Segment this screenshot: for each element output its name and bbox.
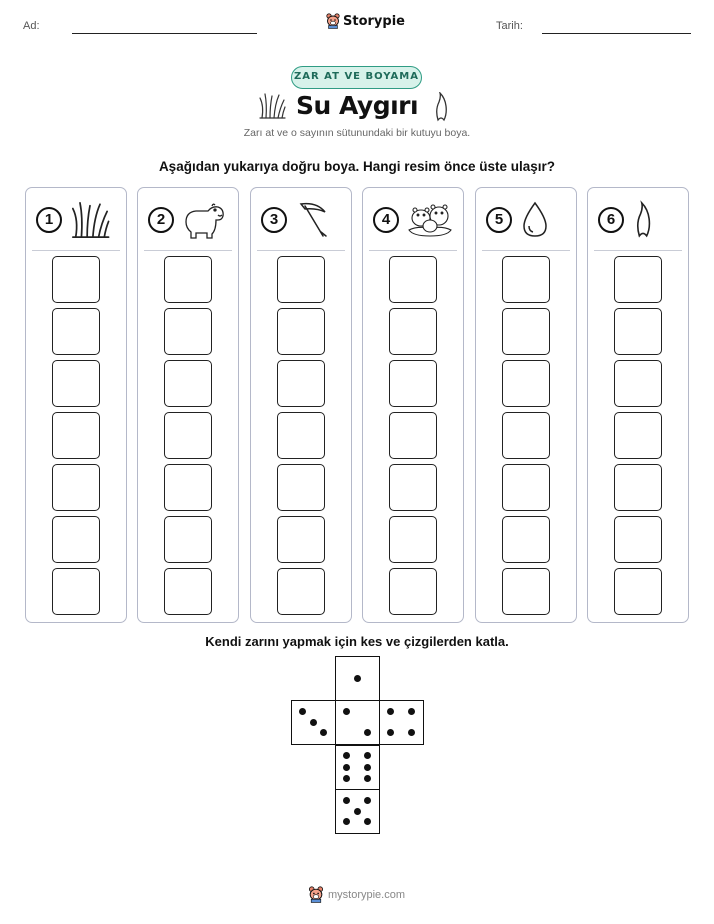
die-face-4 [379, 700, 424, 745]
column-1 [25, 187, 127, 623]
column-number: 4 [373, 207, 399, 233]
coloring-box[interactable] [277, 568, 325, 615]
coloring-box[interactable] [52, 516, 100, 563]
date-line[interactable] [542, 33, 691, 34]
column-divider [32, 250, 120, 251]
coloring-box[interactable] [164, 360, 212, 407]
coloring-box[interactable] [502, 464, 550, 511]
coloring-box[interactable] [277, 308, 325, 355]
coloring-box[interactable] [52, 568, 100, 615]
scythe-icon [295, 200, 331, 244]
coloring-box[interactable] [164, 516, 212, 563]
coloring-box[interactable] [614, 568, 662, 615]
coloring-box[interactable] [277, 412, 325, 459]
coloring-box[interactable] [164, 568, 212, 615]
column-number: 3 [261, 207, 287, 233]
die-pip [343, 708, 350, 715]
coloring-box[interactable] [389, 308, 437, 355]
die-face-1 [335, 656, 380, 701]
coloring-box[interactable] [52, 308, 100, 355]
coloring-box[interactable] [164, 412, 212, 459]
column-number: 6 [598, 207, 624, 233]
coloring-box[interactable] [502, 308, 550, 355]
coloring-box[interactable] [502, 360, 550, 407]
coloring-box[interactable] [164, 464, 212, 511]
coloring-box[interactable] [277, 516, 325, 563]
column-divider [144, 250, 232, 251]
name-line[interactable] [72, 33, 257, 34]
coloring-box[interactable] [502, 412, 550, 459]
column-divider [594, 250, 682, 251]
die-pip [364, 729, 371, 736]
coloring-box[interactable] [277, 256, 325, 303]
coloring-box[interactable] [389, 568, 437, 615]
footer-url: mystorypie.com [328, 888, 406, 901]
die-pip [408, 729, 415, 736]
coloring-box[interactable] [502, 516, 550, 563]
die-pip [364, 764, 371, 771]
name-label: Ad: [23, 20, 40, 32]
coloring-box[interactable] [614, 360, 662, 407]
die-pip [387, 729, 394, 736]
hippo-icon [182, 200, 226, 244]
column-4 [362, 187, 464, 623]
coloring-box[interactable] [389, 256, 437, 303]
column-divider [257, 250, 345, 251]
storypie-bear-icon [308, 886, 324, 903]
coloring-box[interactable] [389, 516, 437, 563]
coloring-box[interactable] [389, 412, 437, 459]
column-divider [369, 250, 457, 251]
coloring-box[interactable] [52, 360, 100, 407]
coloring-box[interactable] [164, 256, 212, 303]
brand-logo [326, 13, 405, 29]
die-pip [364, 775, 371, 782]
cut-instruction: Kendi zarını yapmak için kes ve çizgilerden katla. [205, 634, 509, 649]
tooth-icon [632, 200, 654, 244]
coloring-box[interactable] [164, 308, 212, 355]
coloring-box[interactable] [277, 360, 325, 407]
die-pip [387, 708, 394, 715]
coloring-box[interactable] [277, 464, 325, 511]
die-face-5 [335, 789, 380, 834]
column-number: 5 [486, 207, 512, 233]
die-pip [343, 818, 350, 825]
die-pip [364, 752, 371, 759]
coloring-box[interactable] [614, 256, 662, 303]
column-6 [587, 187, 689, 623]
coloring-box[interactable] [52, 412, 100, 459]
instruction-text: Aşağıdan yukarıya doğru boya. Hangi resim önce üste ulaşır? [158, 159, 556, 174]
die-face-6 [335, 745, 380, 790]
die-pip [343, 775, 350, 782]
footer [308, 886, 405, 903]
coloring-box[interactable] [52, 464, 100, 511]
coloring-box[interactable] [502, 568, 550, 615]
page-subtitle: Zarı at ve o sayının sütunundaki bir kutuyu boya. [243, 127, 471, 139]
column-3 [250, 187, 352, 623]
die-pip [364, 797, 371, 804]
activity-badge: ZAR AT VE BOYAMA [291, 66, 422, 89]
coloring-box[interactable] [502, 256, 550, 303]
coloring-box[interactable] [614, 412, 662, 459]
storypie-bear-icon [326, 13, 340, 29]
grass-icon [70, 200, 110, 244]
die-face-3 [291, 700, 336, 745]
die-pip [310, 719, 317, 726]
brand-name: Storypie [343, 13, 405, 29]
die-pip [343, 797, 350, 804]
die-pip [343, 752, 350, 759]
hippo-family-icon [407, 200, 453, 244]
column-number: 2 [148, 207, 174, 233]
die-pip [354, 675, 361, 682]
column-5 [475, 187, 577, 623]
tooth-icon [432, 92, 450, 122]
die-pip [408, 708, 415, 715]
die-pip [354, 808, 361, 815]
column-2 [137, 187, 239, 623]
die-pip [364, 818, 371, 825]
die-pip [299, 708, 306, 715]
coloring-box[interactable] [614, 516, 662, 563]
die-pip [320, 729, 327, 736]
column-number: 1 [36, 207, 62, 233]
die-face-2 [335, 700, 380, 745]
coloring-box[interactable] [52, 256, 100, 303]
coloring-box[interactable] [389, 464, 437, 511]
coloring-box[interactable] [614, 464, 662, 511]
coloring-box[interactable] [614, 308, 662, 355]
page-title: Su Aygırı [295, 91, 419, 120]
column-divider [482, 250, 570, 251]
die-pip [343, 764, 350, 771]
water-drop-icon [520, 200, 550, 244]
coloring-box[interactable] [389, 360, 437, 407]
date-label: Tarih: [496, 20, 523, 32]
